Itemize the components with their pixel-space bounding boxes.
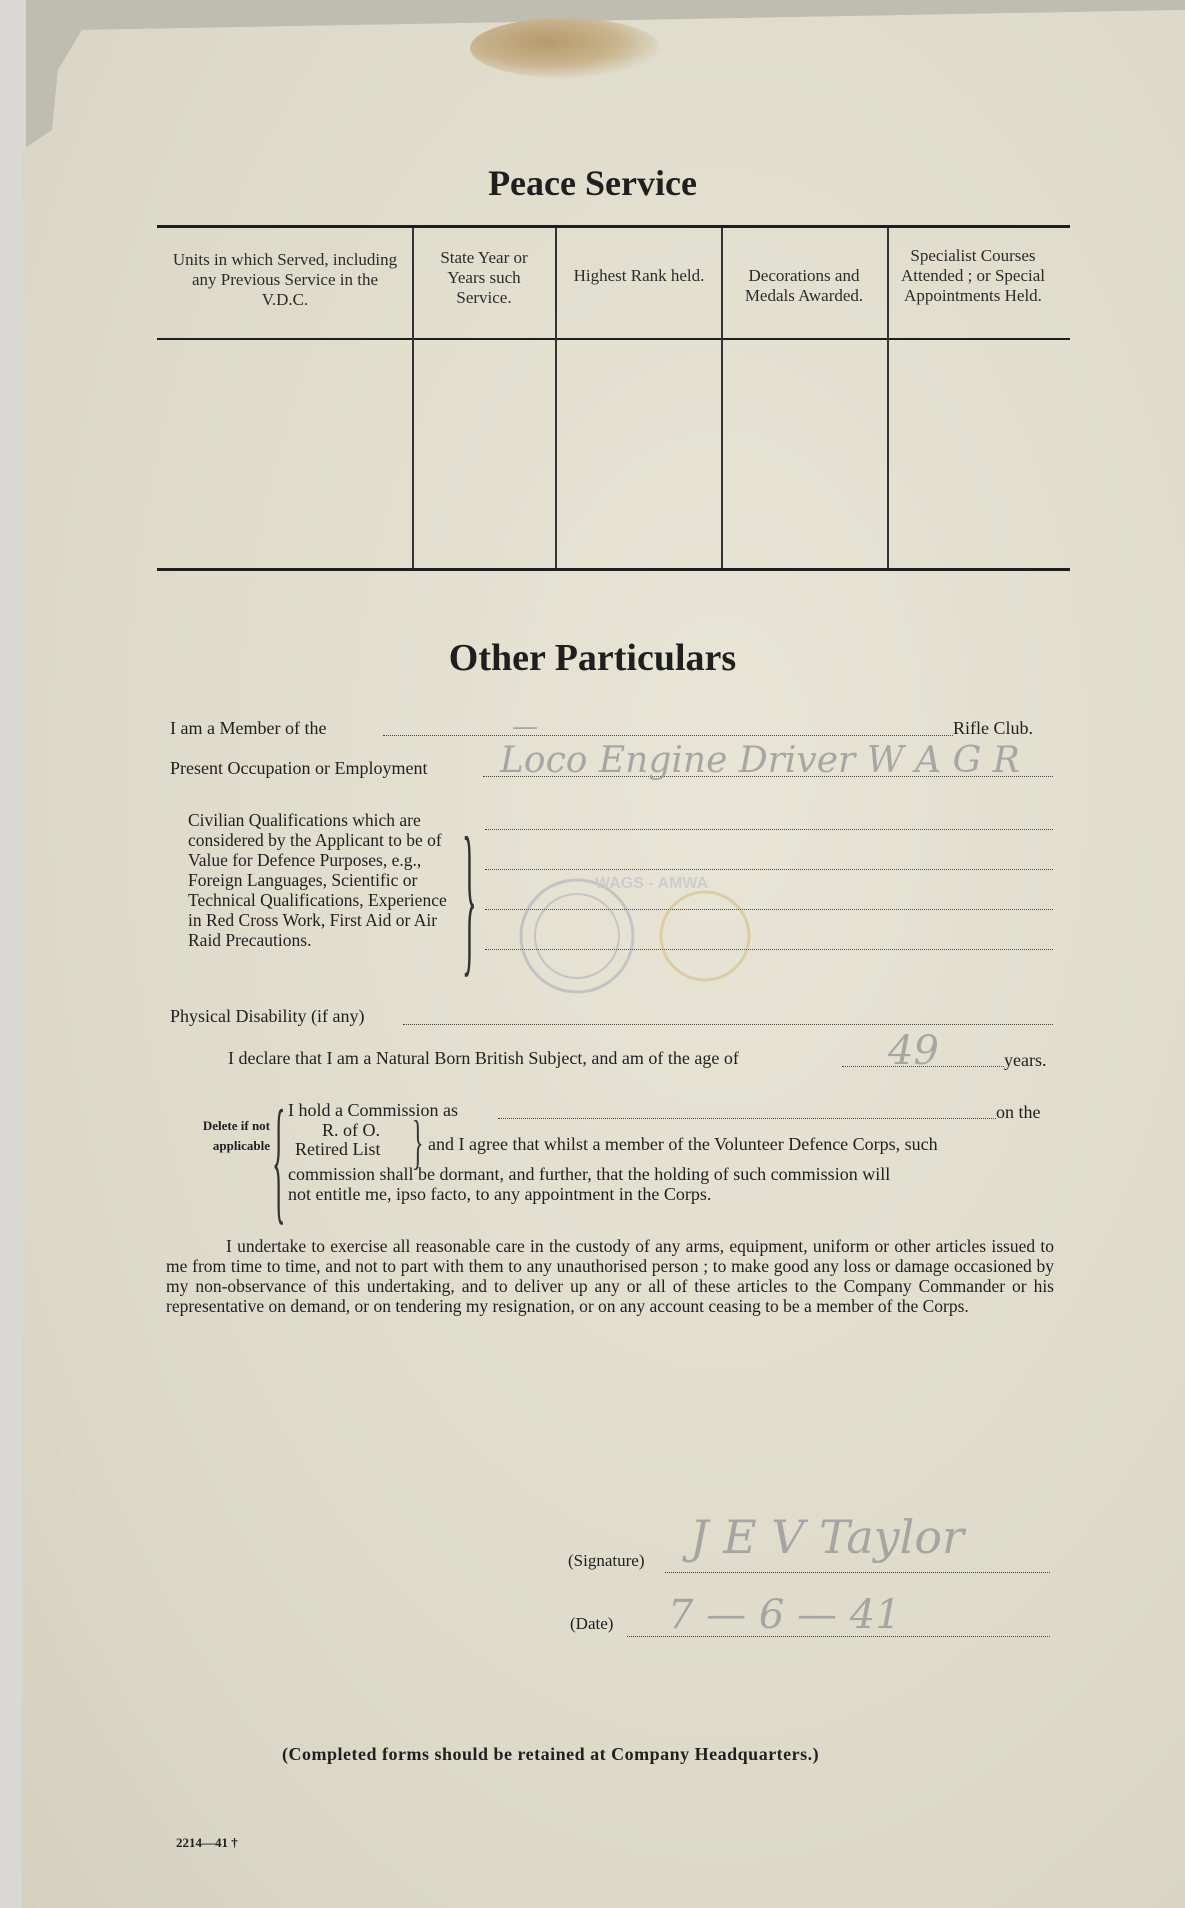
member-field[interactable] [383,735,953,736]
disability-label: Physical Disability (if any) [170,1006,365,1026]
commission-rest-1: and I agree that whilst a member of the Volunteer Defence Corps, such [428,1134,938,1154]
commission-inner-brace: } [412,1109,424,1175]
years-label: years. [1004,1050,1047,1070]
commission-rest-3: not entitle me, ipso facto, to any appointment in the Corps. [288,1184,712,1204]
table-divider [721,228,723,568]
svg-text:WAGS - AMWA: WAGS - AMWA [595,875,709,892]
commission-rest-2: commission shall be dormant, and further, that the holding of such commission will [288,1164,891,1184]
commission-brace: { [272,1082,286,1237]
form-number: 2214—41 † [176,1835,238,1850]
archive-stamp [515,868,755,998]
column-header-units: Units in which Served, including any Previous Service in the V.D.C. [172,250,398,309]
signature-label: (Signature) [568,1551,645,1570]
age-value: 49 [888,1028,939,1074]
table-bottom-rule [157,568,1070,571]
table-header-rule [157,338,1070,340]
undertaking-paragraph: I undertake to exercise all reasonable care in the custody of any arms, equipment, uniform or other articles issued to me from time to time, and not to part with them to any unauthorised person ; to make good any loss or damage occasioned by my non-observance of this undertaking, and to deliver up any or all of these articles to the Company Commander or his representative on demand, or on tendering my resignation, or on any account ceasing to be a member of the Corps. [166,1236,1054,1316]
table-top-rule [157,225,1070,228]
civilian-field-1[interactable] [485,829,1053,830]
column-header-rank: Highest Rank held. [573,266,705,285]
column-header-specialist: Specialist Courses Attended ; or Special Appointments Held. [901,246,1045,305]
signature-field[interactable] [665,1572,1050,1573]
commission-line1: I hold a Commission as [288,1100,458,1120]
occupation-label: Present Occupation or Employment [170,758,428,778]
commission-retired-list: Retired List [295,1139,381,1159]
other-particulars-title: Other Particulars [448,637,737,679]
civilian-qualifications-label: Civilian Qualifications which are considered by the Applicant to be of Value for Defence Purposes, e.g., Foreign Languages, Scientific or Technical Qualifications, Experience in Red Cross Work, First Aid or Air Raid Precautions. [188,810,447,950]
footer-note: (Completed forms should be retained at Company Headquarters.) [282,1744,820,1764]
column-header-decorations: Decorations and Medals Awarded. [744,266,864,305]
member-suffix: Rifle Club. [953,718,1033,738]
disability-field[interactable] [403,1024,1053,1025]
member-label: I am a Member of the [170,718,327,738]
table-divider [412,228,414,568]
paper-stain [470,18,660,78]
date-value: 7 — 6 — 41 [668,1592,901,1638]
peace-service-title: Peace Service [488,163,697,203]
commission-on-the: on the [996,1102,1041,1122]
occupation-value: Loco Engine Driver W A G R [500,740,1020,781]
date-label: (Date) [570,1614,614,1633]
delete-if-not-applicable: Delete if not applicable [202,1118,270,1153]
table-divider [887,228,889,568]
declaration-text: I declare that I am a Natural Born British Subject, and am of the age of [228,1048,739,1068]
signature-value: J E V Taylor [690,1510,965,1564]
commission-field[interactable] [498,1118,996,1119]
commission-ro: R. of O. [322,1120,380,1140]
civilian-brace: } [462,803,477,991]
member-value: — [512,712,538,742]
table-divider [555,228,557,568]
column-header-years: State Year or Years such Service. [440,248,528,307]
